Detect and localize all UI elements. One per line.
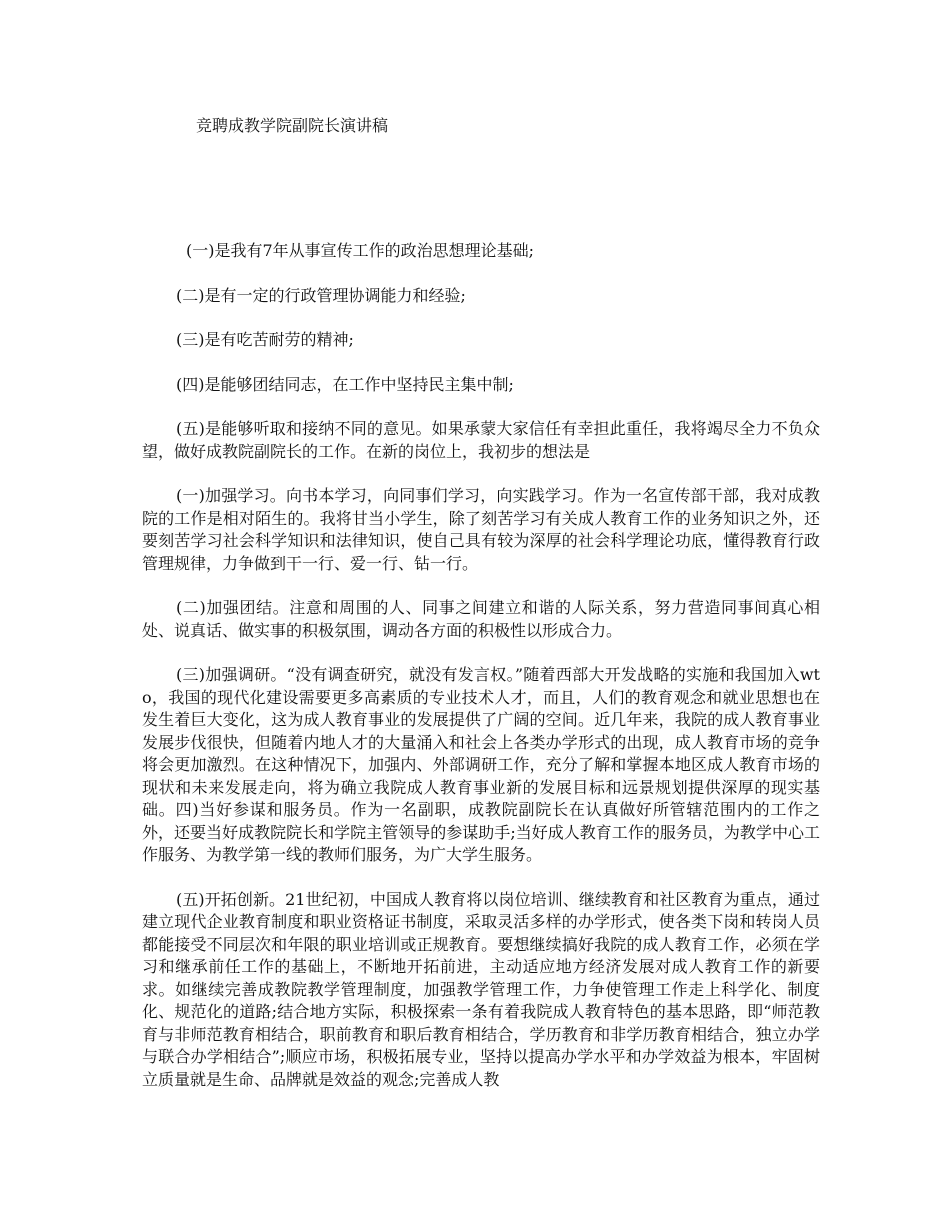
document-body: [142, 240, 820, 1113]
document-title: 竞聘成教学院副院长演讲稿: [196, 116, 389, 135]
paragraph-9: (五)开拓创新。21世纪初，中国成人教育将以岗位培训、继续教育和社区教育为重点，通过建立现代企业教育制度和职业资格证书制度，采取灵活多样的办学形式，使各类下岗和转岗人员都能接受不同层次和年限的职业培训或正规教育。要想继续搞好我院的成人教育工作，必须在学习和继承前任工作的基础上，不断地开拓前进，主动适应地方经济发展对成人教育工作的新要求。如继续完善成教院教学管理制度，加强教学管理工作，力争使管理工作走上科学化、制度化、规范化的道路;结合地方实际，积极探索一条有着我院成人教育特色的基本思路，即“师范教育与非师范教育相结合，职前教育和职后教育相结合，学历教育和非学历教育相结合，独立办学与联合办学相结合”;顺应市场，积极拓展专业，坚持以提高办学水平和办学效益为根本，牢固树立质量就是生命、品牌就是效益的观念;完善成人教: [142, 889, 820, 1089]
paragraph-4: (四)是能够团结同志，在工作中坚持民主集中制;: [176, 374, 514, 394]
paragraph-8: (三)加强调研。“没有调查研究，就没有发言权。”随着西部大开发战略的实施和我国加入wto，我国的现代化建设需要更多高素质的专业技术人才，而且，人们的教育观念和就业思想也在发生着巨大变化，这为成人教育事业的发展提供了广阔的空间。近几年来，我院的成人教育事业发展步伐很快，但随着内地人才的大量涌入和社会上各类办学形式的出现，成人教育市场的竞争将会更加激烈。在这种情况下，加强内、外部调研工作，充分了解和掌握本地区成人教育市场的现状和未来发展走向，将为确立我院成人教育事业新的发展目标和远景规划提供深厚的现实基础。四)当好参谋和服务员。作为一名副职，成教院副院长在认真做好所管辖范围内的工作之外，还要当好成教院院长和学院主管领导的参谋助手;当好成人教育工作的服务员，为教学中心工作服务、为教学第一线的教师们服务，为广大学生服务。: [142, 665, 820, 864]
paragraph-1: (一)是我有7年从事宣传工作的政治思想理论基础;: [186, 241, 535, 260]
paragraph-3: (三)是有吃苦耐劳的精神;: [176, 330, 354, 349]
paragraph-5: (五)是能够听取和接纳不同的意见。如果承蒙大家信任有幸担此重任，我将竭尽全力不负众望，做好成教院副院长的工作。在新的岗位上，我初步的想法是: [142, 419, 820, 461]
paragraph-2: (二)是有一定的行政管理协调能力和经验;: [176, 285, 466, 305]
paragraph-6: (一)加强学习。向书本学习，向同事们学习，向实践学习。作为一名宣传部干部，我对成教院的工作是相对陌生的。我将甘当小学生，除了刻苦学习有关成人教育工作的业务知识之外，还要刻苦学习社会科学知识和法律知识，使自己具有较为深厚的社会科学理论功底，懂得教育行政管理规律，力争做到干一行、爱一行、钻一行。: [142, 486, 820, 573]
paragraph-7: (二)加强团结。注意和周围的人、同事之间建立和谐的人际关系，努力营造同事间真心相处、说真话、做实事的积极氛围，调动各方面的积极性以形成合力。: [142, 598, 820, 640]
